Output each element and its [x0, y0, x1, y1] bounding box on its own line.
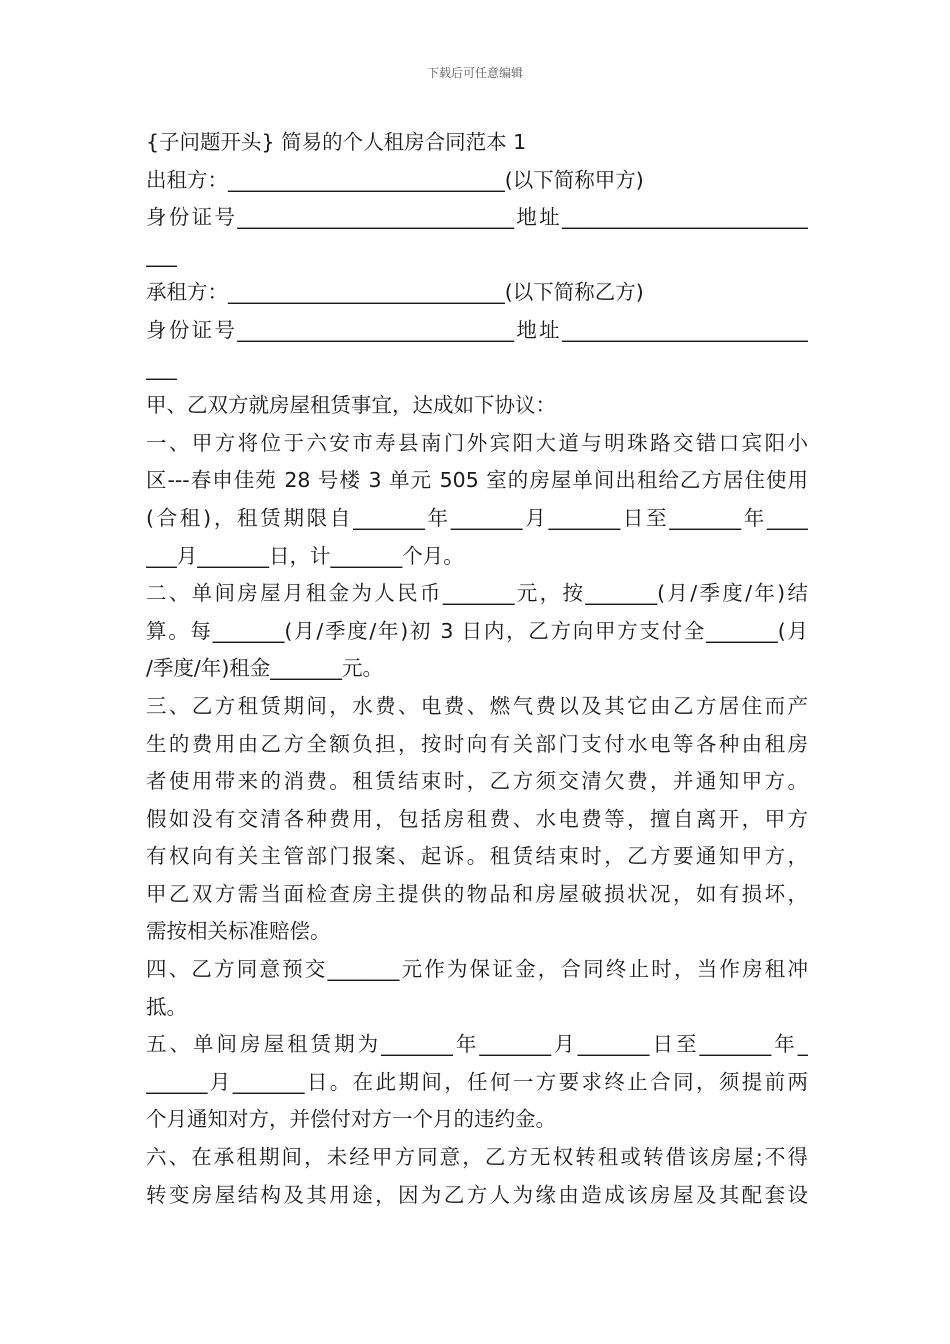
lessee-id-address-line: 身份证号___________________________地址________________________ — [146, 317, 808, 342]
clause-2-line-3: /季度/年)租金_______元。 — [146, 656, 384, 681]
clause-5-line-2: ______月_______日。在此期间，任何一方要求终止合同，须提前两 — [146, 1069, 808, 1094]
lessor-address-continuation: ___ — [146, 242, 177, 267]
lessee-line: 承租方：___________________________(以下简称乙方) — [146, 280, 644, 305]
clause-6-line-1: 六、在承租期间，未经甲方同意，乙方无权转租或转借该房屋;不得 — [146, 1145, 808, 1170]
page-header: 下载后可任意编辑 — [426, 66, 523, 80]
clause-4-line-2: 抵。 — [146, 994, 187, 1019]
clause-5-line-1: 五、单间房屋租赁期为_______年_______月_______日至_______年_ — [146, 1032, 808, 1057]
clause-1-line-1: 一、甲方将位于六安市寿县南门外宾阳大道与明珠路交错口宾阳小 — [146, 430, 808, 455]
clause-2-line-1: 二、单间房屋月租金为人民币_______元，按_______(月/季度/年)结 — [146, 581, 808, 606]
clause-3-line-7: 需按相关标准赔偿。 — [146, 919, 331, 944]
agreement-intro: 甲、乙双方就房屋租赁事宜，达成如下协议： — [146, 393, 556, 418]
clause-3-line-6: 甲乙双方需当面检查房主提供的物品和房屋破损状况，如有损坏， — [146, 881, 808, 906]
contract-body — [146, 124, 808, 1214]
lessor-line: 出租方：___________________________(以下简称甲方) — [146, 167, 644, 192]
clause-6-line-2: 转变房屋结构及其用途，因为乙方人为缘由造成该房屋及其配套设 — [146, 1182, 808, 1207]
clause-3-line-5: 有权向有关主管部门报案、起诉。租赁结束时，乙方要通知甲方， — [146, 844, 808, 869]
document-title: {子问题开头} 简易的个人租房合同范本 1 — [146, 130, 527, 154]
clause-3-line-4: 假如没有交清各种费用，包括房租费、水电费等，擅自离开，甲方 — [146, 806, 808, 831]
clause-1-line-4: ___月_______日，计_______个月。 — [146, 543, 464, 568]
clause-3-line-2: 生的费用由乙方全额负担，按时向有关部门支付水电等各种由租房 — [146, 731, 808, 756]
clause-5-line-3: 个月通知对方，并偿付对方一个月的违约金。 — [146, 1107, 556, 1132]
lessee-address-continuation: ___ — [146, 355, 177, 380]
clause-1-line-2: 区---春申佳苑 28 号楼 3 单元 505 室的房屋单间出租给乙方居住使用 — [146, 468, 808, 493]
clause-4-line-1: 四、乙方同意预交_______元作为保证金，合同终止时，当作房租冲 — [146, 957, 808, 982]
clause-3-line-3: 者使用带来的消费。租赁结束时，乙方须交清欠费，并通知甲方。 — [146, 769, 808, 794]
lessor-id-address-line: 身份证号___________________________地址________________________ — [146, 205, 808, 230]
clause-2-line-2: 算。每_______(月/季度/年)初 3 日内，乙方向甲方支付全_______(月 — [146, 618, 808, 643]
clause-1-line-3: (合租)，租赁期限自_______年_______月_______日至_______年____ — [146, 505, 808, 530]
clause-3-line-1: 三、乙方租赁期间，水费、电费、燃气费以及其它由乙方居住而产 — [146, 693, 808, 718]
